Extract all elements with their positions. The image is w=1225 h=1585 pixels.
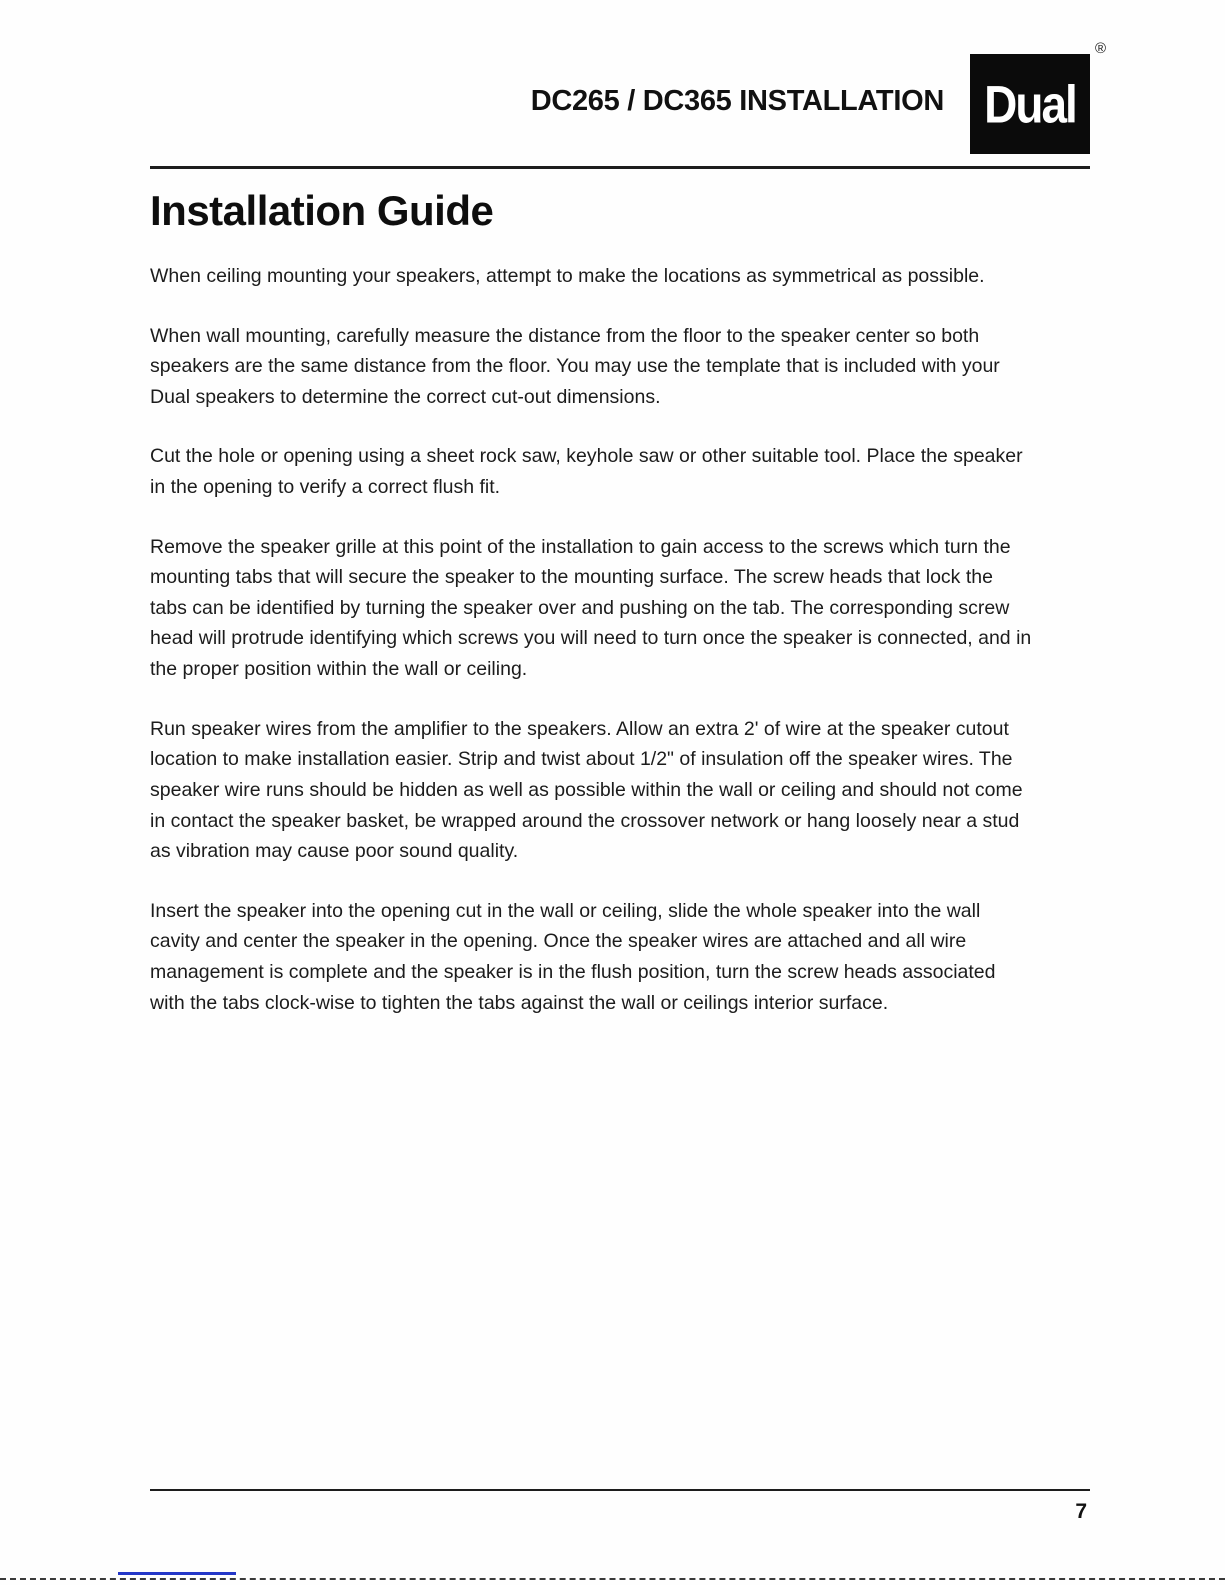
scan-edge-line: [0, 1578, 1225, 1580]
page-title: Installation Guide: [150, 187, 494, 234]
body-paragraph: Run speaker wires from the amplifier to the speakers. Allow an extra 2' of wire at the speaker cutout location to make installation easier. Strip and twist about 1/2" of insulation off the speaker wires. The speaker wire runs should be hidden as well as possible within the wall or ceiling and should not come in contact the speaker basket, be wrapped around the crossover network or hang loosely near a stud as vibration may cause poor sound quality.: [150, 717, 1023, 863]
scan-blue-mark: [118, 1572, 236, 1575]
registered-trademark-icon: ®: [1094, 40, 1106, 57]
body-paragraph: Remove the speaker grille at this point of the installation to gain access to the screws which turn the mounting tabs that will secure the speaker to the mounting surface. The screw heads that lock the tabs can be identified by turning the speaker over and pushing on the tab. The corresponding screw head will protrude identifying which screws you will need to turn once the speaker is connected, and in the proper position within the wall or ceiling.: [150, 535, 1032, 681]
dual-logo-text: Dual: [984, 74, 1076, 134]
body-paragraph: Cut the hole or opening using a sheet rock saw, keyhole saw or other suitable tool. Place the speaker in the opening to verify a correct flush fit.: [150, 445, 1023, 499]
body-paragraph: When ceiling mounting your speakers, attempt to make the locations as symmetrical as possible.: [150, 265, 985, 287]
body-paragraph: Insert the speaker into the opening cut in the wall or ceiling, slide the whole speaker into the wall cavity and center the speaker in the opening. Once the speaker wires are attached and all wire management is complete and the speaker is in the flush position, turn the screw heads associated with the tabs clock-wise to tighten the tabs against the wall or ceilings interior surface.: [150, 899, 996, 1014]
header-divider: [150, 166, 1090, 169]
body-text: [150, 261, 1035, 1018]
dual-logo: [970, 40, 1106, 154]
dual-logo-box: [970, 54, 1090, 154]
header-title: DC265 / DC365 INSTALLATION: [530, 84, 944, 117]
body-paragraph: When wall mounting, carefully measure the distance from the floor to the speaker center so both speakers are the same distance from the floor. You may use the template that is included with your Dual speakers to determine the correct cut-out dimensions.: [150, 324, 1000, 408]
page-number: 7: [1075, 1500, 1087, 1523]
footer-divider: [150, 1489, 1090, 1491]
page-header: [150, 40, 1106, 156]
